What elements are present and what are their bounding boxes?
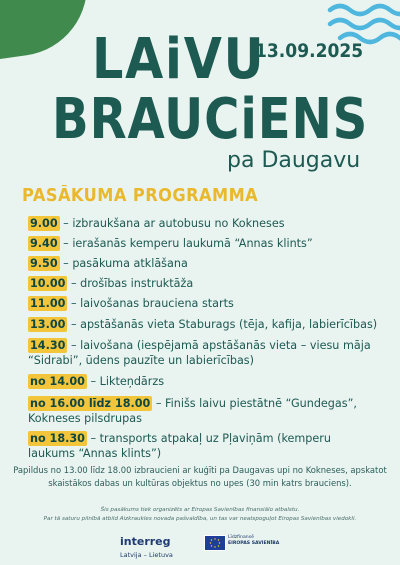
program-time: 13.00 [30,318,66,331]
program-item [28,296,378,311]
program-time: 11.00 [30,297,66,310]
program-text: – Finišs laivu piestātnē “Gundegas”, Kokneses pilsdrupas [28,397,357,425]
program-item [28,338,378,368]
program-item [28,216,378,231]
program-item [28,396,378,426]
program-time: 9.40 [30,237,58,250]
program-text: – Likteņdārzs [86,375,165,388]
program-text: – transports atpakaļ uz Pļaviņām (kemperu laukums “Annas klints”) [28,432,331,460]
eu-line-2: EIROPAS SAVIENĪBA [228,541,280,546]
interreg-logo: interreg [120,535,171,548]
logo-bar [0,530,400,565]
program-item [28,256,378,271]
program-time: 10.00 [30,277,66,290]
program-text: – ierašanās kemperu laukumā “Annas klints” [59,237,313,250]
program-item [28,431,378,461]
eu-line-1: Līdzfinansē [228,535,254,540]
decorative-green-shape [0,0,96,64]
additional-info: Papildus no 13.00 līdz 18.00 izbraucieni ar kuģīti pa Daugavas upi no Kokneses, apskatot skaistākos dabas un kultūras objektus no upes (30 min katrs brauciens). [13,465,387,488]
title-subtitle: pa Daugavu [227,148,361,173]
eu-flag-icon [204,535,226,551]
program-time: no 14.00 [30,375,85,388]
program-text: – pasākuma atklāšana [59,257,188,270]
funding-line-1: Šis pasākums tiek organizēts ar Eiropas Savienības finansiālo atbalstu. [100,507,300,513]
program-text: – drošības instruktāža [67,277,194,290]
program-text: – apstāšanās vieta Staburags (tēja, kafija, labierīcības) [67,318,378,331]
eu-cofunded-label [228,535,279,547]
program-heading: PASĀKUMA PROGRAMMA [22,185,259,206]
program-item [28,236,378,251]
program-time: no 16.00 līdz 18.00 [30,397,151,410]
program-text: – laivošanas brauciena starts [67,297,234,310]
program-time: 9.50 [30,257,58,270]
program-time: 14.30 [30,339,66,352]
program-item [28,374,378,389]
title-line-2: BRAUCiENS [52,87,369,152]
program-text: – izbraukšana ar autobusu no Kokneses [59,217,285,230]
interreg-region: Latvija – Lietuva [120,551,173,559]
event-date: 13.09.2025 [255,40,364,62]
funding-line-2: Par tā saturu pilnībā atbild Aizkraukles novada pašvaldība, un tas var neatspoguļot Eiropas Savienības viedokli. [43,516,357,522]
program-text: – laivošana (iespējamā apstāšanās vieta – viesu māja “Sidrabi”, ūdens pauzīte un labierīcības) [28,339,371,367]
program-time: no 18.30 [30,432,85,445]
title-line-1: LAiVU [92,27,266,92]
program-time: 9.00 [30,217,58,230]
program-item [28,317,378,332]
program-item [28,276,378,291]
funding-disclaimer [10,506,390,524]
